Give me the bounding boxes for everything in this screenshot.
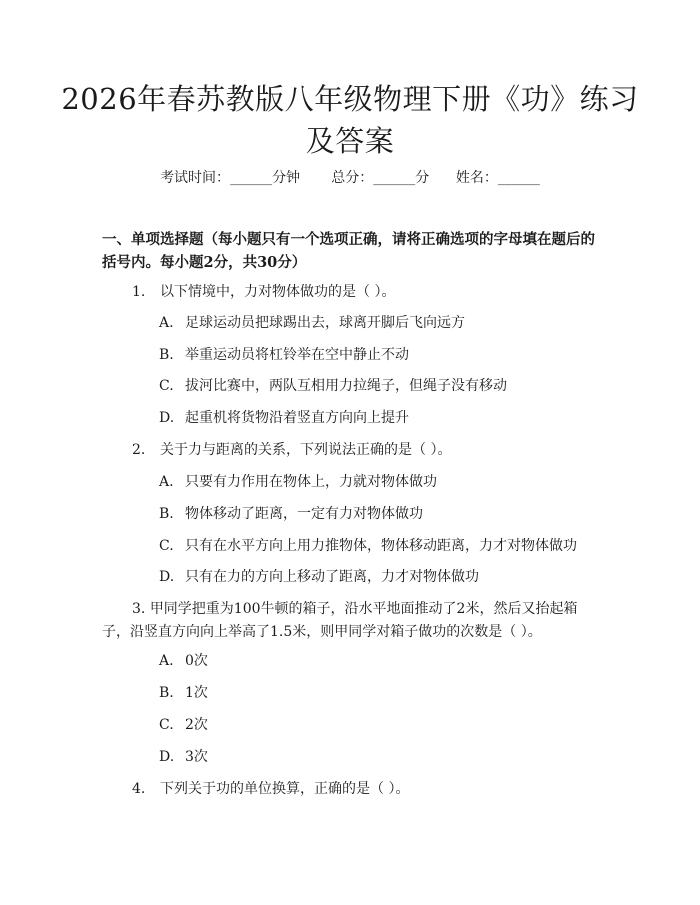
question-number: 1. <box>132 284 146 300</box>
time-unit: 分钟 <box>272 170 301 186</box>
question-2-option-a: A. 只要有力作用在物体上，力就对物体做功 <box>159 474 437 490</box>
question-text: 下列关于功的单位换算，正确的是（ ）。 <box>160 781 410 797</box>
name-label: 姓名： <box>455 170 498 186</box>
question-3-option-a: A. 0次 <box>159 653 208 669</box>
question-2-option-c: C. 只有在水平方向上用力推物体，物体移动距离，力才对物体做功 <box>159 538 577 554</box>
question-2-option-d: D. 只有在力的方向上移动了距离，力才对物体做功 <box>159 569 479 585</box>
score-blank: ______ <box>373 170 416 186</box>
question-3 <box>102 598 602 644</box>
question-3-option-d: D. 3次 <box>159 749 208 765</box>
question-1 <box>102 281 602 304</box>
question-text: 关于力与距离的关系，下列说法正确的是（ ）。 <box>160 442 452 458</box>
question-1-option-d: D. 起重机将货物沿着竖直方向向上提升 <box>159 410 409 426</box>
question-text: 以下情境中，力对物体做功的是（ ）。 <box>160 284 396 300</box>
question-text: 甲同学把重为100牛顿的箱子，沿水平地面推动了2米，然后又抬起箱子，沿竖直方向向上举高了1.5米，则甲同学对箱子做功的次数是（ ）。 <box>102 601 578 640</box>
question-1-option-b: B. 举重运动员将杠铃举在空中静止不动 <box>159 347 409 363</box>
section-heading: 一、单项选择题（每小题只有一个选项正确，请将正确选项的字母填在题后的括号内。每小题2分，共30分） <box>102 231 595 271</box>
question-3-option-c: C. 2次 <box>159 717 208 733</box>
question-2 <box>102 439 602 462</box>
page-title: 2026年春苏教版八年级物理下册《功》练习及答案 <box>61 82 639 158</box>
question-3-option-b: B. 1次 <box>159 685 208 701</box>
question-1-option-c: C. 拔河比赛中，两队互相用力拉绳子，但绳子没有移动 <box>159 378 507 394</box>
question-number: 3. <box>132 601 146 617</box>
question-2-option-b: B. 物体移动了距离，一定有力对物体做功 <box>159 506 423 522</box>
question-4 <box>102 778 602 801</box>
time-label: 考试时间： <box>160 170 231 186</box>
exam-meta-line <box>0 168 700 188</box>
name-blank: ______ <box>497 170 540 186</box>
question-1-option-a: A. 足球运动员把球踢出去，球离开脚后飞向远方 <box>159 315 465 331</box>
score-label: 总分： <box>331 170 374 186</box>
time-blank: ______ <box>230 170 273 186</box>
score-unit: 分 <box>415 170 430 186</box>
question-number: 2. <box>132 442 146 458</box>
question-number: 4. <box>132 781 146 797</box>
